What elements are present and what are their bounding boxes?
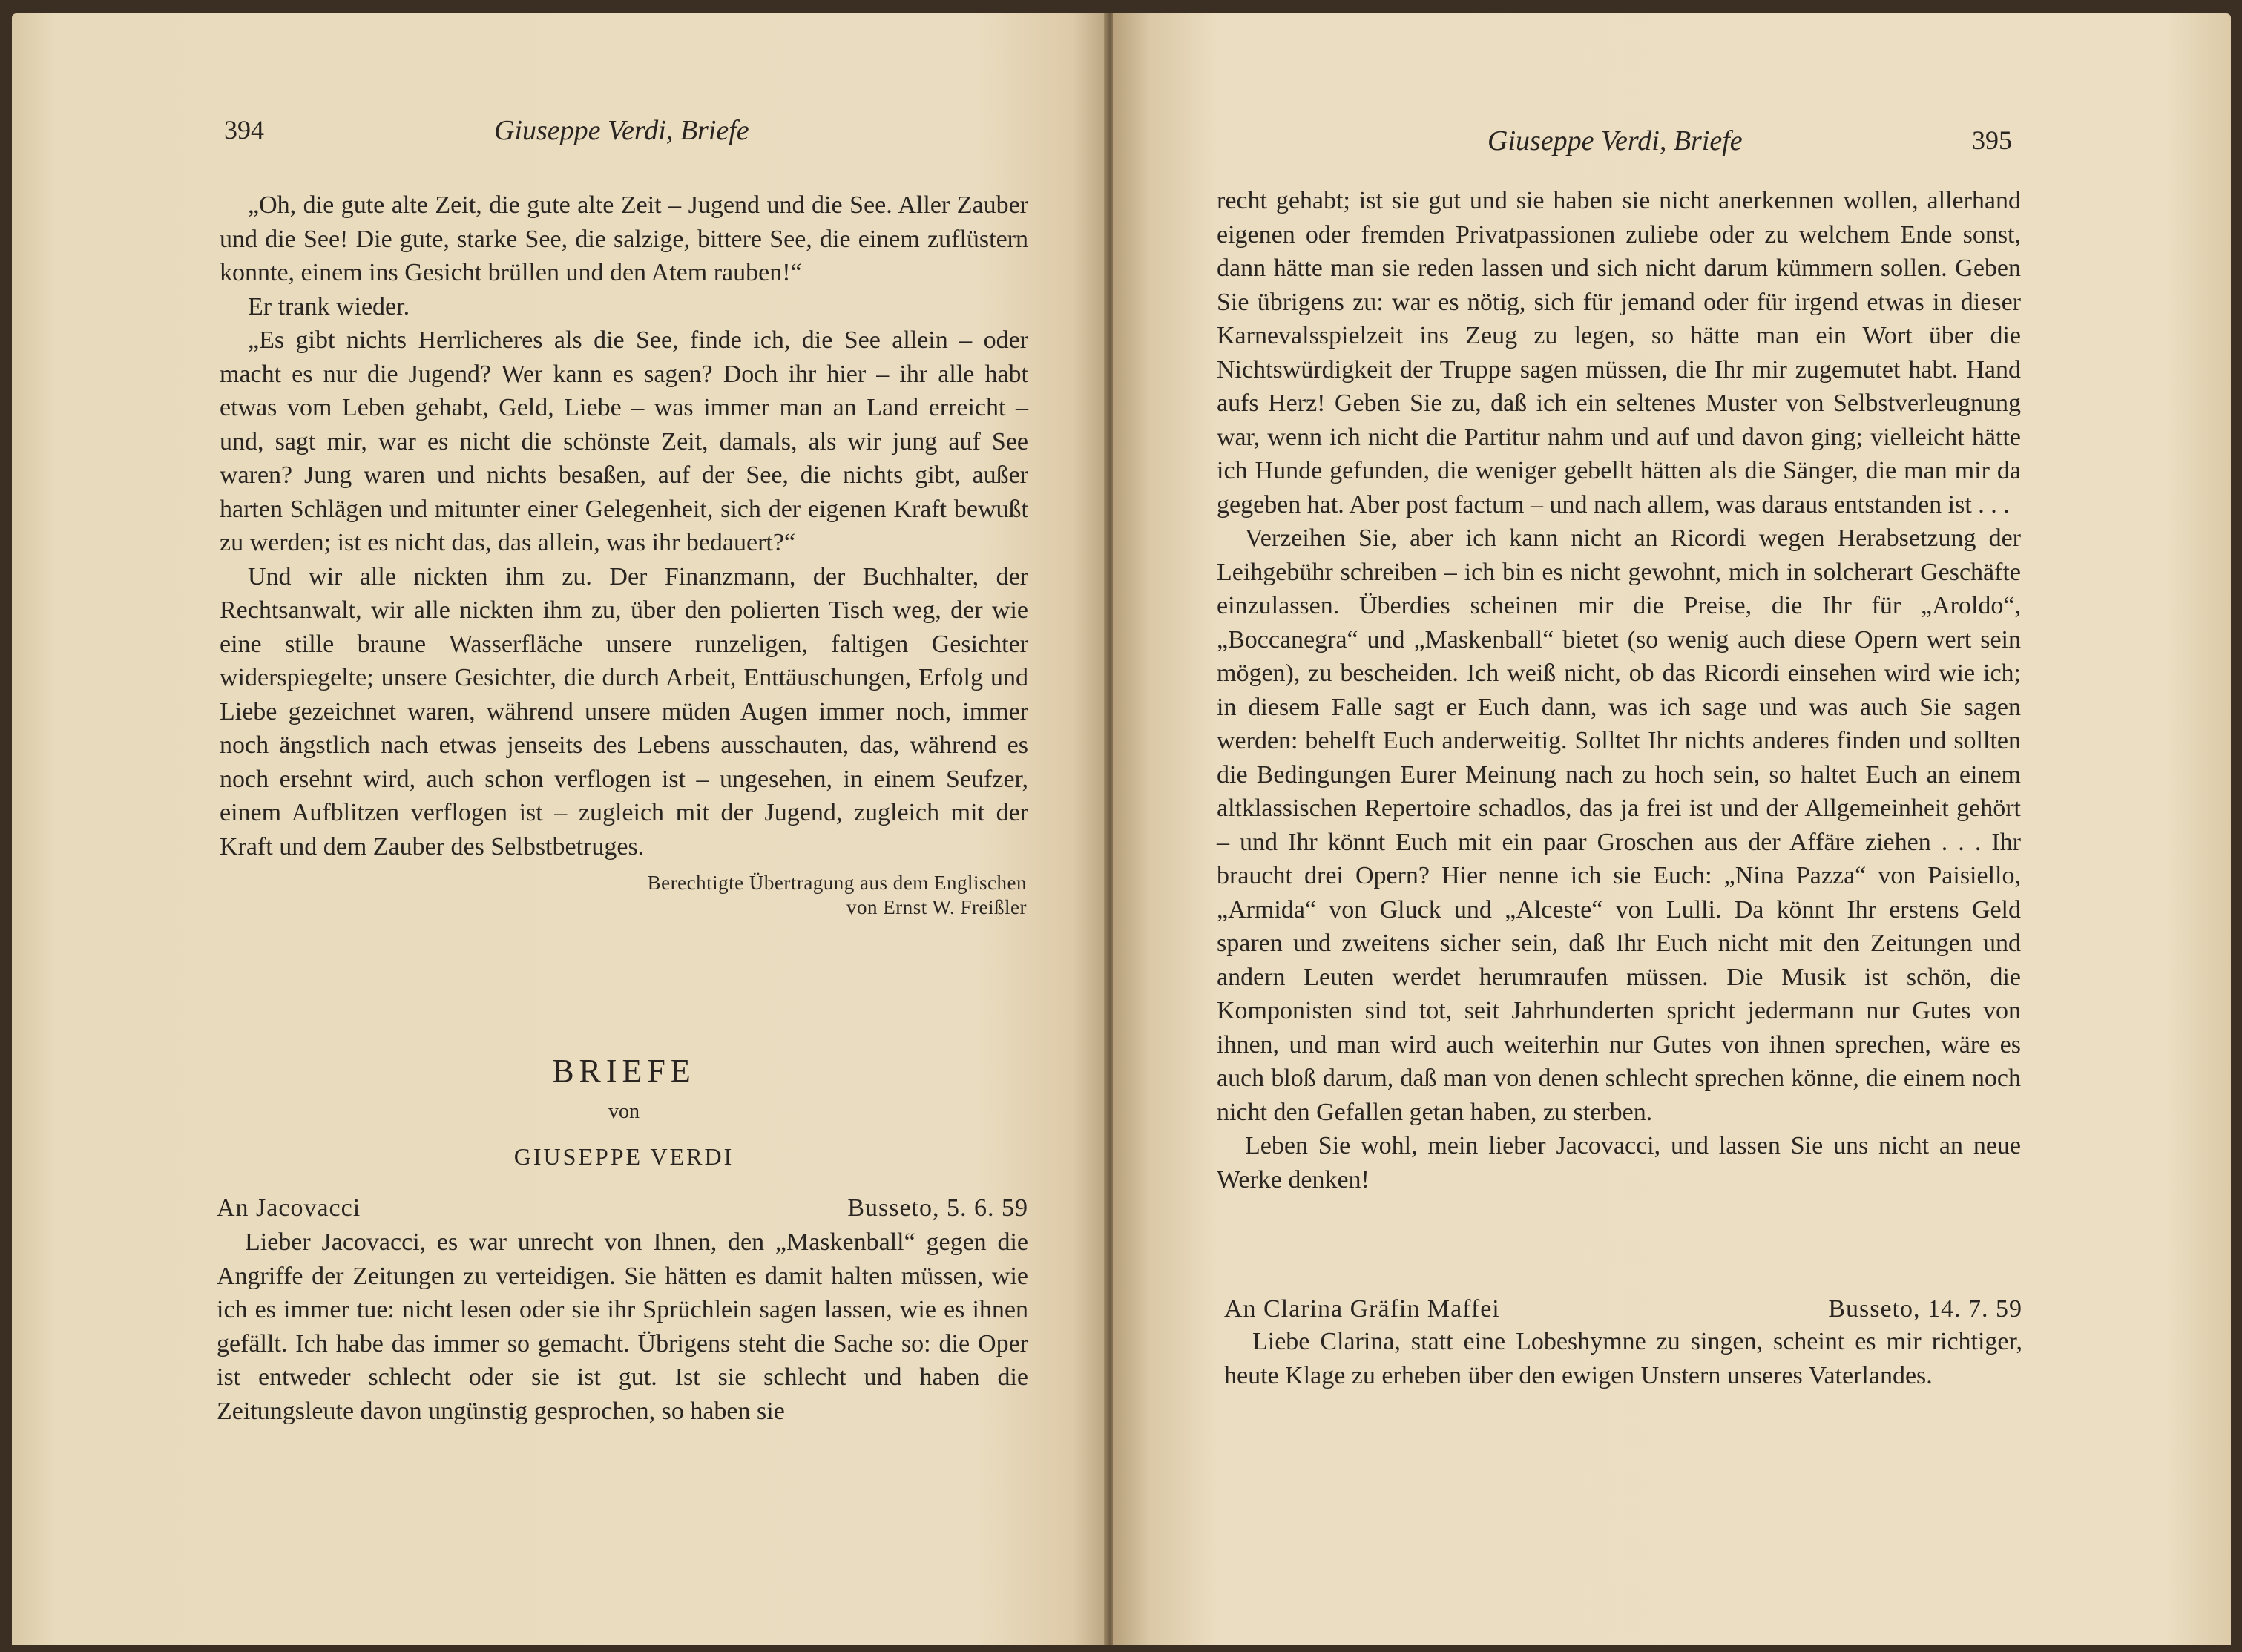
section-title-block: [220, 1052, 1028, 1171]
letter-2: [1224, 1295, 2022, 1392]
section-von: von: [608, 1100, 640, 1123]
paragraph: recht gehabt; ist sie gut und sie haben sie nicht anerkennen wollen, allerhand eigenen oder fremden Privatpassionen zuliebe oder zu welchem Ende sonst, dann hätte man sie reden lassen und sich nicht darum kümmern sollen. Geben Sie übrigens zu: war es nötig, sich für jemand oder für irgend etwas in dieser Karnevalsspielzeit ins Zeug zu legen, so hätte man ein Wort über die Nichtswürdigkeit der Truppe sagen müssen, die Ihr mir zugemutet habt. Hand aufs Herz! Geben Sie zu, daß ich ein seltenes Muster von Selbstverleugnung war, wenn ich nicht die Partitur nahm und auf und davon ging; vielleicht hätte ich Hunde gefunden, die weniger gebellt hätten als die Sänger, die man mir da gegeben hat. Aber post factum – und nach allem, was daraus entstanden ist . . .: [1217, 187, 2021, 519]
translation-attribution: [457, 871, 1027, 920]
paragraph: Verzeihen Sie, aber ich kann nicht an Ricordi wegen Herabsetzung der Leihgebühr schreiben – ich bin es nicht gewohnt, mich in solcherart Geschäfte einzulassen. Überdies scheinen mir die Preise, die Ihr für „Aroldo“, „Boccanegra“ und „Maskenball“ bietet (so wenig auch diese Opern wert sein mögen), zu bescheiden. Ich weiß nicht, ob das Ricordi einsehen wird wie ich; in diesem Falle sagt er Euch dann, was ich sage und was auch Sie sagen werden: behelft Euch anderweitig. Solltet Ihr nichts anderes finden und sollten die Bedingungen Eurer Meinung nach zu hoch sein, so haltet Euch an einem altklassischen Repertoire schadlos, das ja frei ist und der Allgemeinheit gehört – und Ihr könnt Euch mit ein paar Groschen aus der Affäre ziehen . . . Ihr braucht drei Opern? Hier nenne ich sie Euch: „Nina Pazza“ von Paisiello, „Armida“ von Gluck und „Alceste“ von Lulli. Da könnt Ihr erstens Geld sparen und zweitens sicher sein, daß Ihr Euch nicht mit den Zeitungen und andern Leuten werdet herumraufen müssen. Die Musik ist schön, die Komponisten sind tot, seit Jahrhunderten spricht jedermann nur Gutes von ihnen, und man wird auch weiterhin nur Gutes von ihnen sprechen, wäre es auch bloß darum, daß man von denen schlecht sprechen könne, die einem noch nicht den Gefallen getan haben, zu sterben.: [1217, 524, 2021, 1126]
right-page-header: [1113, 114, 2231, 159]
left-page-number: 394: [224, 115, 264, 145]
left-running-head: Giuseppe Verdi, Briefe: [494, 115, 749, 146]
section-author: GIUSEPPE VERDI: [513, 1143, 734, 1170]
right-page-number: 395: [1972, 125, 2012, 155]
letter-place-date: Busseto, 5. 6. 59: [847, 1194, 1028, 1222]
letter-1-body: [217, 1225, 1028, 1428]
paragraph: „Es gibt nichts Herrlicheres als die See, finde ich, die See allein – oder macht es nur die Jugend? Wer kann es sagen? Doch ihr hier – ihr alle habt etwas vom Leben gehabt, Geld, Liebe – was immer man an Land erreicht – und, sagt mir, war es nicht die schönste Zeit, damals, als wir jung auf See waren? Jung waren und nichts besaßen, auf der See, die nichts gibt, außer harten Schlägen und mitunter einer Gelegenheit, sich der eigenen Kraft bewußt zu werden; ist es nicht das, das allein, was ihr bedauert?“: [220, 326, 1028, 556]
right-page: [1113, 13, 2231, 1645]
letter-1: [217, 1194, 1028, 1428]
paragraph: Er trank wieder.: [248, 292, 410, 320]
right-main-text: [1217, 184, 2021, 1197]
left-page-header: [12, 114, 1107, 159]
letter-place-date: Busseto, 14. 7. 59: [1828, 1295, 2022, 1323]
section-title: BRIEFE: [552, 1053, 696, 1089]
left-page: [12, 13, 1107, 1645]
letter-1-heading: [217, 1194, 1028, 1222]
left-main-text: [220, 188, 1028, 863]
letter-2-heading: [1224, 1295, 2022, 1323]
letter-2-body: [1224, 1325, 2022, 1392]
attribution-translator: von Ernst W. Freißler: [846, 896, 1027, 918]
attribution-line: Berechtigte Übertragung aus dem Englischen: [647, 872, 1027, 894]
paragraph: Lieber Jacovacci, es war unrecht von Ihnen, den „Maskenball“ gegen die Angriffe der Zeitungen zu verteidigen. Sie hätten es damit halten müssen, wie ich es immer tue: nicht lesen oder sie ihr Sprüchlein sagen lassen, wie es ihnen gefällt. Ich habe das immer so gemacht. Übrigens steht die Sache so: die Oper ist entweder schlecht oder sie ist gut. Ist sie schlecht und haben die Zeitungsleute davon ungünstig gesprochen, so haben sie: [217, 1228, 1028, 1425]
paragraph: „Oh, die gute alte Zeit, die gute alte Zeit – Jugend und die See. Aller Zauber und die See! Die gute, starke See, die salzige, bittere See, die einem zuflüstern konnte, einem ins Gesicht brüllen und den Atem rauben!“: [220, 191, 1028, 286]
right-running-head: Giuseppe Verdi, Briefe: [1487, 125, 1743, 157]
paragraph: Und wir alle nickten ihm zu. Der Finanzmann, der Buchhalter, der Rechtsanwalt, wir alle nickten ihm zu, über den polierten Tisch weg, der wie eine stille braune Wasserfläche unsere runzeligen, faltigen Gesichter widerspiegelte; unsere Gesichter, die durch Arbeit, Enttäuschungen, Erfolg und Liebe gezeichnet waren, während unsere müden Augen immer noch, immer noch ängstlich nach etwas jenseits des Lebens ausschauten, das, während es noch ersehnt wird, auch schon verflogen ist – ungesehen, in einem Seufzer, einem Aufblitzen verflogen ist – zugleich mit der Jugend, zugleich mit der Kraft und dem Zauber des Selbstbetruges.: [220, 562, 1028, 860]
letter-recipient: An Jacovacci: [217, 1194, 361, 1222]
letter-recipient: An Clarina Gräfin Maffei: [1224, 1295, 1500, 1323]
paragraph: Leben Sie wohl, mein lieber Jacovacci, und lassen Sie uns nicht an neue Werke denken!: [1217, 1132, 2021, 1194]
paragraph: Liebe Clarina, statt eine Lobeshymne zu singen, scheint es mir richtiger, heute Klage zu erheben über den ewigen Unstern unseres Vaterlandes.: [1224, 1328, 2022, 1389]
